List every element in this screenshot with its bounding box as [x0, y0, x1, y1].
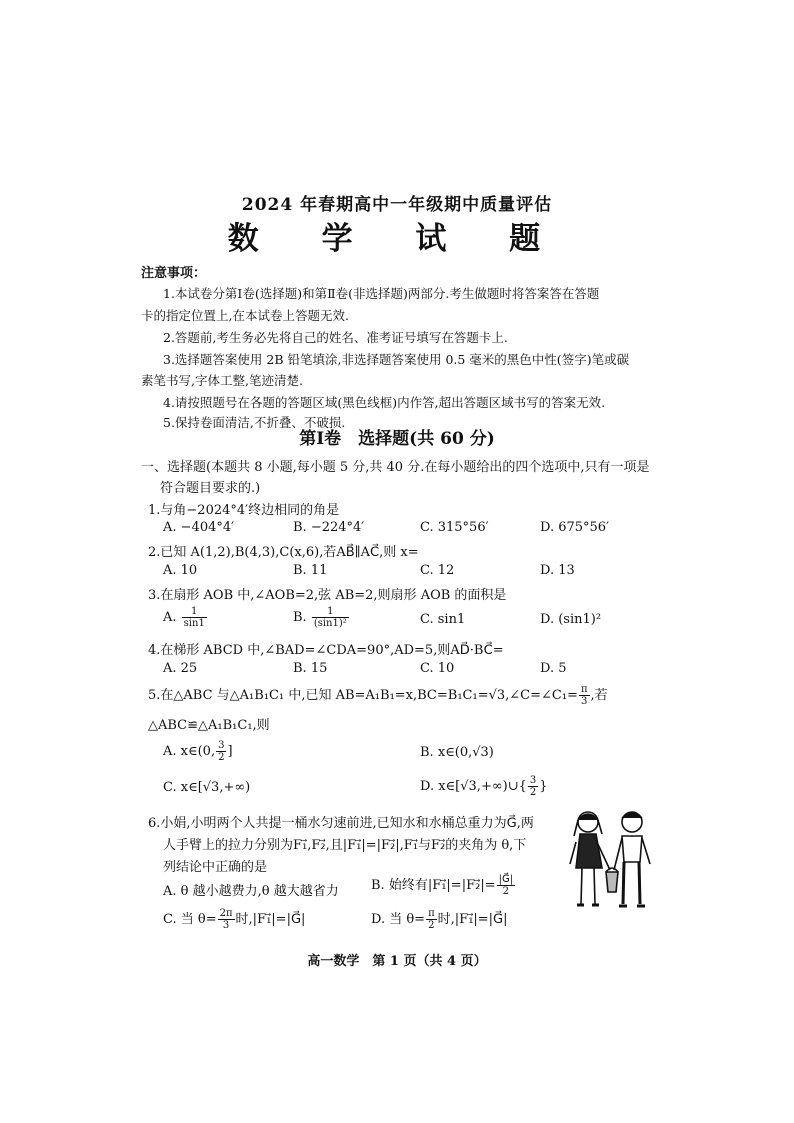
q1-option-b: B. −224°4′ [293, 520, 365, 535]
q3-option-b-label: B. [293, 610, 307, 625]
q3-option-b [293, 606, 350, 629]
q6-option-d-post: 时,|F₁⃗|=|G⃗| [437, 912, 508, 927]
q3-option-a [163, 606, 208, 629]
exam-title: 数 学 试 题 [227, 221, 567, 257]
q3-b-denominator: (sin1)² [313, 618, 347, 629]
q6-option-c [163, 908, 305, 931]
q5-option-a [163, 740, 233, 763]
q6-stem-line-2: 人手臂上的拉力分别为F₁⃗,F₂⃗,且|F₁⃗|=|F₂⃗|,F₁⃗与F₂⃗的夹角为 θ,下 [163, 838, 527, 853]
q1-option-d: D. 675°56′ [540, 520, 610, 535]
q6-option-d-pre: D. 当 θ= [371, 912, 426, 927]
q1-option-c: C. 315°56′ [420, 520, 489, 535]
q6-c-denominator: 3 [222, 920, 230, 931]
q3-option-b-fraction [312, 606, 349, 629]
q3-option-c: C. sin1 [420, 612, 466, 627]
q3-option-a-fraction [182, 606, 207, 629]
q4-option-b: B. 15 [293, 661, 328, 676]
instructions-line-1: 一、选择题(本题共 8 小题,每小题 5 分,共 40 分.在每小题给出的四个选项中,只有一项是 [141, 460, 650, 475]
note-1: 1.本试卷分第Ⅰ卷(选择题)和第Ⅱ卷(非选择题)两部分.考生做题时将答案答在答题 [163, 286, 600, 301]
q6-option-a: A. θ 越小越费力,θ 越大越省力 [163, 884, 339, 899]
instructions-line-2: 符合题目要求的.) [160, 481, 261, 496]
q5-stem-denominator: 3 [581, 696, 588, 707]
q5-stem-line-2: △ABC≌△A₁B₁C₁,则 [148, 718, 270, 733]
note-5: 5.保持卷面清洁,不折叠、不破损. [163, 415, 346, 430]
q2-option-a: A. 10 [163, 563, 198, 578]
q5-stem-fraction [579, 684, 590, 707]
q5-option-b: B. x∈(0,√3) [420, 745, 494, 760]
q2-option-b: B. 11 [293, 563, 328, 578]
q3-option-d: D. (sin1)² [540, 612, 602, 627]
q4-stem: 4.在梯形 ABCD 中,∠BAD=∠CDA=90°,AD=5,则AD⃗·BC⃗= [148, 643, 504, 658]
q6-d-denominator: 2 [428, 920, 435, 931]
q6-stem-line-1: 6.小娟,小明两个人共提一桶水匀速前进,已知水和水桶总重力为G⃗,两 [148, 816, 534, 831]
q5-option-d-pre: D. x∈[√3,+∞)∪{ [420, 779, 527, 794]
q5-stem-post: ,若 [590, 688, 608, 703]
section-title: 第Ⅰ卷 选择题(共 60 分) [299, 429, 495, 449]
q3-a-numerator: 1 [182, 606, 207, 618]
q3-stem: 3.在扇形 AOB 中,∠AOB=2,弦 AB=2,则扇形 AOB 的面积是 [148, 588, 507, 603]
q4-option-a: A. 25 [163, 661, 198, 676]
q6-option-d [371, 908, 508, 931]
q6-option-c-pre: C. 当 θ= [163, 912, 217, 927]
q1-option-a: A. −404°4′ [163, 520, 235, 535]
page-footer: 高一数学 第 1 页（共 4 页） [307, 954, 487, 969]
note-4: 4.请按照题号在各题的答题区域(黑色线框)内作答,超出答题区域书写的答案无效. [163, 395, 606, 410]
q6-stem-line-3: 列结论中正确的是 [163, 860, 268, 875]
q5-d-numerator: 3 [529, 775, 537, 786]
q6-b-denominator: 2 [502, 886, 510, 897]
q6-option-c-fraction [218, 908, 235, 931]
exam-subtitle: 2024 年春期高中一年级期中质量评估 [241, 195, 553, 215]
q5-option-d-fraction [528, 775, 538, 798]
q5-stem-numerator: π [580, 684, 588, 695]
q3-a-denominator: sin1 [183, 618, 205, 629]
q6-option-d-fraction [426, 908, 437, 931]
q5-d-denominator: 2 [529, 787, 537, 798]
q3-option-a-label: A. [163, 610, 177, 625]
notes-heading: 注意事项： [141, 266, 207, 281]
q5-stem-pre: 5.在△ABC 与△A₁B₁C₁ 中,已知 AB=A₁B₁=x,BC=B₁C₁=√3,∠C=∠C₁= [148, 688, 578, 703]
q6-option-b-fraction [497, 874, 516, 897]
q6-option-b-pre: B. 始终有|F₁⃗|=|F₂⃗|= [371, 878, 496, 893]
note-1-cont: 卡的指定位置上,在本试卷上答题无效. [141, 308, 349, 323]
q5-option-a-fraction [216, 740, 226, 763]
q4-option-d: D. 5 [540, 661, 567, 676]
q5-option-a-post: ] [227, 744, 233, 759]
q4-option-c: C. 10 [420, 661, 455, 676]
q6-b-numerator: |G⃗| [498, 874, 514, 885]
q2-option-d: D. 13 [540, 563, 575, 578]
q5-option-c: C. x∈[√3,+∞) [163, 780, 251, 795]
q6-option-b [371, 874, 516, 897]
q2-stem: 2.已知 A(1,2),B(4,3),C(x,6),若AB⃗∥AC⃗,则 x= [148, 545, 419, 560]
children-carrying-bucket-illustration [566, 806, 656, 918]
q5-stem [148, 684, 608, 707]
q5-a-denominator: 2 [218, 752, 225, 763]
q3-b-numerator: 1 [312, 606, 349, 618]
q5-option-a-pre: A. x∈(0, [163, 744, 216, 759]
note-3: 3.选择题答案使用 2B 铅笔填涂,非选择题答案使用 0.5 毫米的黑色中性(签字)笔或碳 [163, 352, 630, 367]
note-3-cont: 素笔书写,字体工整,笔迹清楚. [141, 373, 303, 388]
q5-option-d-post: } [539, 779, 548, 794]
q6-c-numerator: 2π [219, 908, 233, 919]
q5-a-numerator: 3 [218, 740, 225, 751]
q5-option-d [420, 775, 548, 798]
q6-d-numerator: π [428, 908, 435, 919]
note-2: 2.答题前,考生务必先将自己的姓名、准考证号填写在答题卡上. [163, 330, 508, 345]
q1-stem: 1.与角−2024°4′终边相同的角是 [148, 503, 340, 518]
q6-option-c-post: 时,|F₁⃗|=|G⃗| [235, 912, 306, 927]
q2-option-c: C. 12 [420, 563, 455, 578]
